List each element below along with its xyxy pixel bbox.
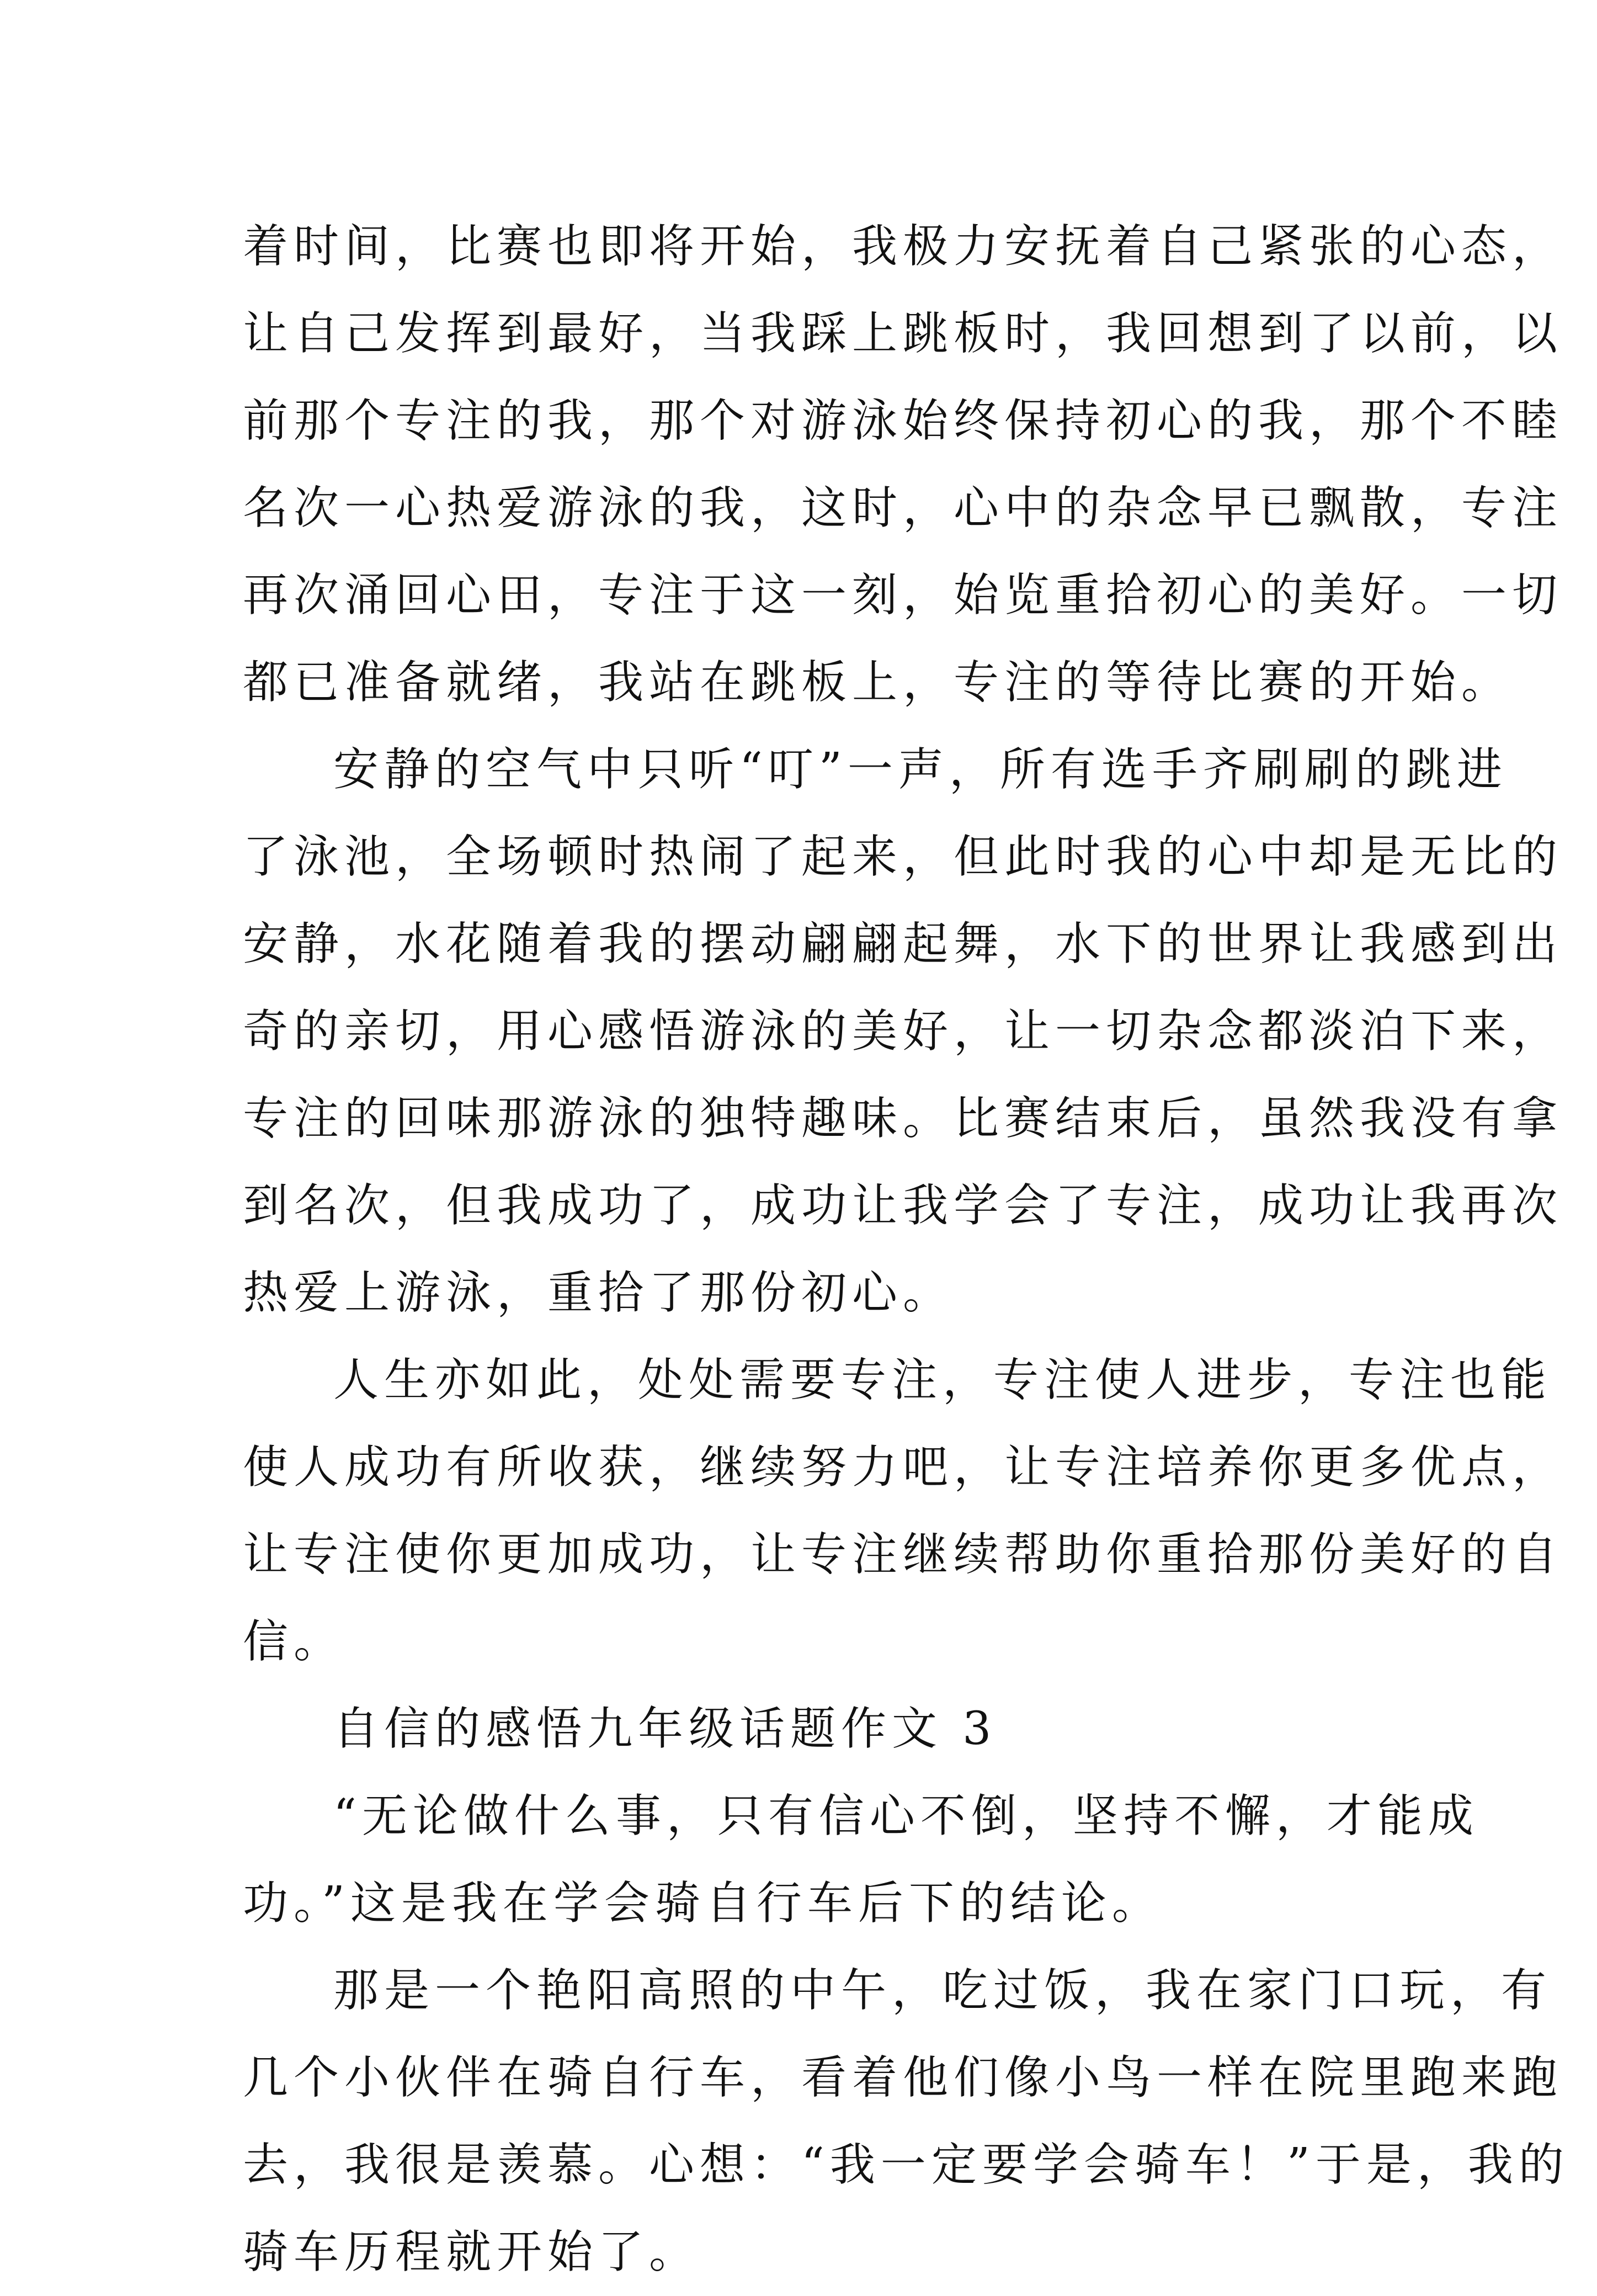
text-line: 几个小伙伴在骑自行车，看着他们像小鸟一样在院里跑来跑 <box>243 2051 1563 2104</box>
text-line: 骑车历程就开始了。 <box>243 2226 700 2278</box>
text-line: 前那个专注的我，那个对游泳始终保持初心的我，那个不睦 <box>243 395 1563 447</box>
text-line: 专注的回味那游泳的独特趣味。比赛结束后，虽然我没有拿 <box>243 1092 1563 1145</box>
text-line: 安静，水花随着我的摆动翩翩起舞，水下的世界让我感到出 <box>243 918 1563 970</box>
paragraph-start-line: 那是一个艳阳高照的中午，吃过饭，我在家门口玩，有 <box>333 1964 1552 2017</box>
paragraph-start-line: 人生亦如此，处处需要专注，专注使人进步，专注也能 <box>333 1354 1552 1406</box>
text-line: 让专注使你更加成功，让专注继续帮助你重拾那份美好的自 <box>243 1528 1563 1581</box>
text-line: 了泳池，全场顿时热闹了起来，但此时我的心中却是无比的 <box>243 831 1563 883</box>
section-title: 自信的感悟九年级话题作文 3 <box>333 1703 997 1755</box>
paragraph-start-line: 安静的空气中只听“叮”一声，所有选手齐刷刷的跳进 <box>333 743 1508 796</box>
text-line: 到名次，但我成功了，成功让我学会了专注，成功让我再次 <box>243 1179 1563 1232</box>
text-line: 信。 <box>243 1615 345 1668</box>
text-line: 让自己发挥到最好，当我踩上跳板时，我回想到了以前，以 <box>243 307 1563 360</box>
paragraph-start-line: “无论做什么事，只有信心不倒，坚持不懈，才能成 <box>333 1790 1479 1842</box>
text-line: 功。”这是我在学会骑自行车后下的结论。 <box>243 1877 1163 1930</box>
text-line: 去，我很是羡慕。心想：“我一定要学会骑车！”于是，我的 <box>243 2139 1569 2191</box>
text-line: 热爱上游泳，重拾了那份初心。 <box>243 1267 954 1319</box>
document-body <box>243 203 1569 2296</box>
text-line: 使人成功有所收获，继续努力吧，让专注培养你更多优点， <box>243 1441 1563 1494</box>
text-line: 奇的亲切，用心感悟游泳的美好，让一切杂念都淡泊下来， <box>243 1005 1563 1057</box>
text-line: 再次涌回心田，专注于这一刻，始览重拾初心的美好。一切 <box>243 569 1563 621</box>
text-line: 名次一心热爱游泳的我，这时，心中的杂念早已飘散，专注 <box>243 482 1563 534</box>
text-line: 着时间，比赛也即将开始，我极力安抚着自己紧张的心态， <box>243 220 1563 273</box>
text-line: 都已准备就绪，我站在跳板上，专注的等待比赛的开始。 <box>243 656 1513 709</box>
